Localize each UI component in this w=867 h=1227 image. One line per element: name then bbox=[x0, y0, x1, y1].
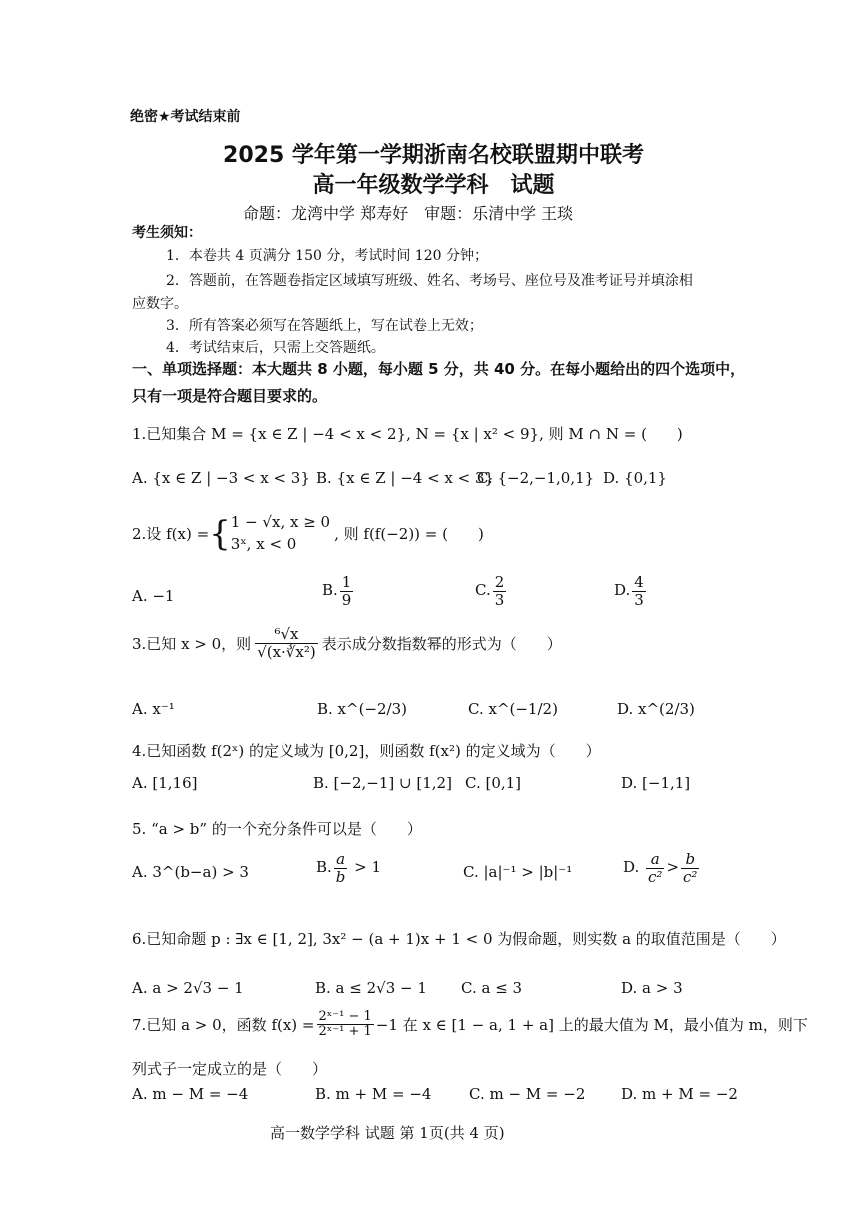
q7-option-c: C. m − M = −2 bbox=[469, 1085, 586, 1103]
piecewise-brace: { bbox=[209, 513, 231, 554]
notice-heading: 考生须知： bbox=[132, 225, 202, 241]
question-3 bbox=[132, 626, 562, 660]
notice-item-2: 2．答题前，在答题卷指定区域填写班级、姓名、考场号、座位号及准考证号并填涂相 bbox=[166, 273, 693, 289]
q6-option-c: C. a ≤ 3 bbox=[461, 979, 523, 997]
q3-option-c: C. x^(−1/2) bbox=[468, 700, 558, 718]
confidential-label: 绝密★考试结束前 bbox=[130, 109, 241, 125]
q5-option-b: B. $\frac{a}{b}$ > 1 bbox=[316, 850, 382, 886]
q1-option-a: A. {x ∈ Z | −3 < x < 3} bbox=[132, 469, 310, 487]
question-3-fraction: $\frac{\text{⁶√x}}{\text{√(x·∛x²)}}$ bbox=[257, 625, 316, 661]
exam-title: 2025 学年第一学期浙南名校联盟期中联考 bbox=[223, 143, 644, 168]
question-3-prefix: 3.已知 x > 0，则 bbox=[132, 634, 252, 653]
question-7-cont: 列式子一定成立的是（ ） bbox=[132, 1060, 328, 1078]
notice-item-2-cont: 应数字。 bbox=[132, 296, 188, 312]
q7-option-d: D. m + M = −2 bbox=[621, 1085, 738, 1103]
piecewise-case-2: 3ˣ, x < 0 bbox=[230, 534, 297, 553]
question-7 bbox=[132, 1010, 808, 1040]
question-7-fraction: $\frac{\text{2ˣ⁻¹ − 1}}{\text{2ˣ⁻¹ + 1}}$ bbox=[318, 1009, 372, 1040]
q5-option-a: A. 3^(b−a) > 3 bbox=[132, 863, 249, 881]
q2-option-c: C. $\frac{2}{3}$ bbox=[475, 573, 505, 609]
q2-option-d: D. $\frac{4}{3}$ bbox=[614, 573, 644, 609]
question-1 bbox=[132, 423, 683, 444]
q3-option-d: D. x^(2/3) bbox=[617, 700, 695, 718]
q6-option-b: B. a ≤ 2√3 − 1 bbox=[315, 979, 427, 997]
q5-option-d: D. $\frac{a}{\text{c²}}$ > $\frac{b}{\text{c²}}$ bbox=[623, 850, 698, 886]
question-6: 6.已知命题 p : ∃x ∈ [1, 2], 3x² − (a + 1)x + 1 < 0 为假命题，则实数 a 的取值范围是（ ） bbox=[132, 930, 786, 948]
q7-option-b: B. m + M = −4 bbox=[315, 1085, 432, 1103]
q6-option-a: A. a > 2√3 − 1 bbox=[132, 979, 244, 997]
q3-option-b: B. x^(−2/3) bbox=[317, 700, 407, 718]
q1-option-d: D. {0,1} bbox=[603, 469, 667, 487]
section-heading-line1: 一、单项选择题：本大题共 8 小题，每小题 5 分，共 40 分。在每小题给出的四个选项中， bbox=[132, 360, 746, 378]
q5-option-c: C. |a|⁻¹ > |b|⁻¹ bbox=[463, 863, 573, 881]
q4-option-c: C. [0,1] bbox=[465, 774, 522, 792]
q1-option-c: C. {−2,−1,0,1} bbox=[477, 469, 595, 487]
section-heading-line2: 只有一项是符合题目要求的。 bbox=[132, 387, 328, 405]
question-1-text: 1.已知集合 M = {x ∈ Z | −4 < x < 2}, N = {x | x² < 9}, 则 M ∩ N = ( ) bbox=[132, 425, 683, 443]
question-3-suffix: 表示成分数指数幂的形式为（ ） bbox=[321, 634, 562, 653]
page-footer: 高一数学学科 试题 第 1页(共 4 页) bbox=[270, 1124, 505, 1142]
piecewise-case-1: 1 − √x, x ≥ 0 bbox=[230, 513, 331, 531]
question-4: 4.已知函数 f(2ˣ) 的定义域为 [0,2]，则函数 f(x²) 的定义域为（ ） bbox=[132, 742, 601, 760]
q3-option-a: A. x⁻¹ bbox=[132, 700, 175, 718]
q1-option-b: B. {x ∈ Z | −4 < x < 3} bbox=[316, 469, 495, 487]
q2-option-b: B. $\frac{1}{9}$ bbox=[322, 573, 352, 609]
notice-item-1: 1．本卷共 4 页满分 150 分，考试时间 120 分钟； bbox=[166, 248, 488, 264]
q6-option-d: D. a > 3 bbox=[621, 979, 683, 997]
question-7-prefix: 7.已知 a > 0，函数 f(x) = bbox=[132, 1016, 315, 1035]
authors-line: 命题：龙湾中学 郑寿好 审题：乐清中学 王琰 bbox=[243, 204, 574, 223]
q4-option-b: B. [−2,−1] ∪ [1,2] bbox=[313, 774, 452, 792]
question-2 bbox=[132, 512, 484, 556]
notice-item-3: 3．所有答案必须写在答题纸上，写在试卷上无效； bbox=[166, 318, 483, 334]
question-7-suffix: −1 在 x ∈ [1 − a, 1 + a] 上的最大值为 M，最小值为 m，则下 bbox=[375, 1016, 808, 1035]
notice-item-4: 4．考试结束后，只需上交答题纸。 bbox=[166, 340, 385, 356]
q7-option-a: A. m − M = −4 bbox=[132, 1085, 249, 1103]
question-2-suffix: , 则 f(f(−2)) = ( ) bbox=[334, 525, 484, 544]
question-5: 5. “a > b” 的一个充分条件可以是（ ） bbox=[132, 820, 422, 838]
question-2-prefix: 2.设 f(x) = bbox=[132, 525, 210, 544]
q2-option-a: A. −1 bbox=[132, 587, 175, 605]
q4-option-d: D. [−1,1] bbox=[621, 774, 691, 792]
q4-option-a: A. [1,16] bbox=[132, 774, 198, 792]
exam-subtitle: 高一年级数学学科 试题 bbox=[312, 173, 555, 198]
